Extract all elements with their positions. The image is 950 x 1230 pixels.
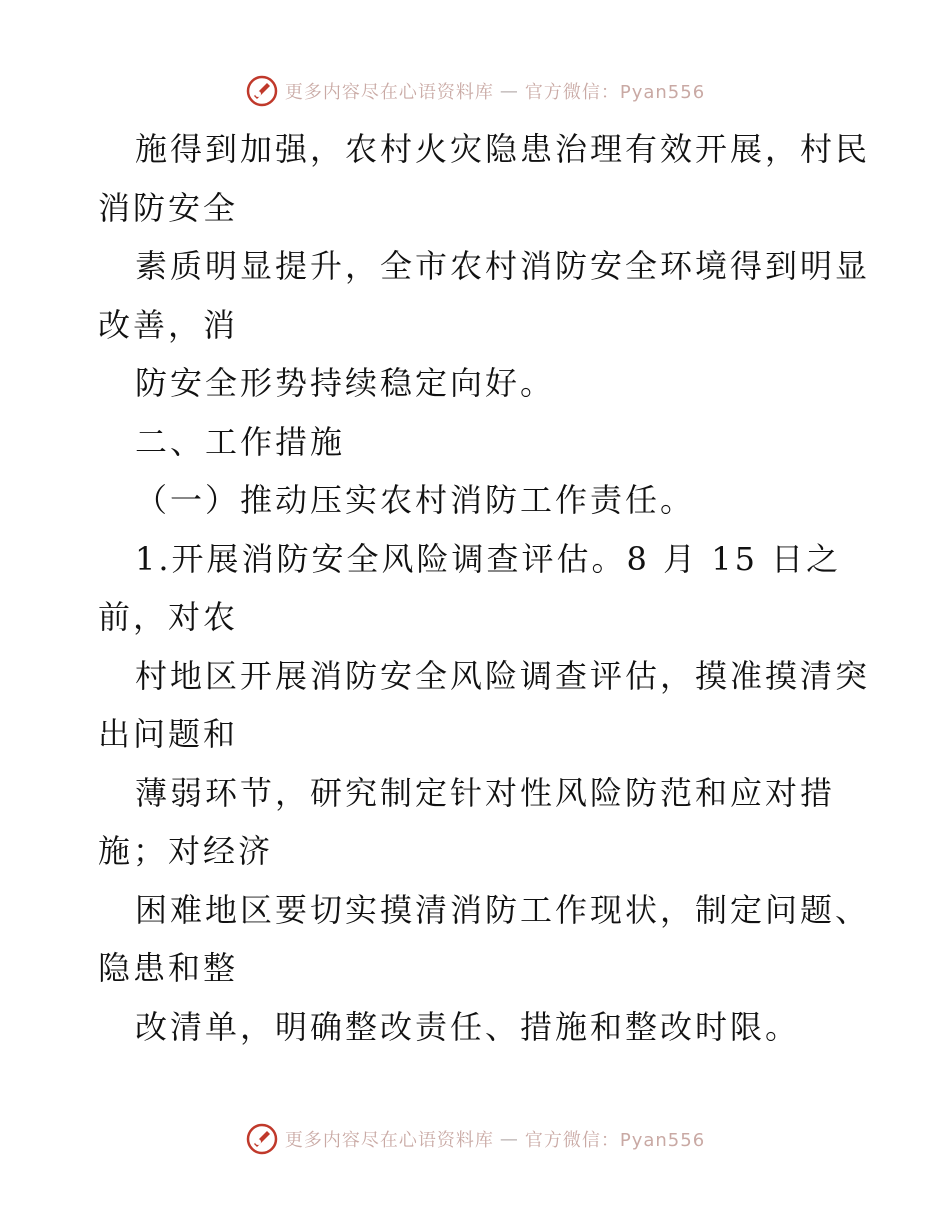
- header-watermark: [0, 74, 950, 108]
- watermark-text: 更多内容尽在心语资料库: [284, 1130, 494, 1151]
- logo-icon: [245, 1122, 279, 1156]
- subsection-heading: （一）推动压实农村消防工作责任。: [135, 481, 696, 519]
- watermark-dash: —: [499, 80, 519, 102]
- document-body: [98, 120, 871, 1056]
- text-line: 前，对农: [98, 598, 239, 636]
- text-line: 素质明显提升，全市农村消防安全环境得到明显: [135, 247, 871, 285]
- text-line: 施得到加强，农村火灾隐患治理有效开展，村民: [135, 130, 871, 168]
- text-line: 出问题和: [98, 715, 239, 753]
- text-line: 施；对经济: [98, 832, 274, 870]
- text-line: 薄弱环节，研究制定针对性风险防范和应对措: [135, 773, 836, 812]
- text-line: 改清单，明确整改责任、措施和整改时限。: [135, 1007, 801, 1046]
- text-line: 消防安全: [98, 188, 239, 227]
- logo-icon: [245, 74, 279, 108]
- text-line: 改善，消: [98, 305, 239, 344]
- watermark-contact: 官方微信：Pyan556: [524, 82, 706, 103]
- text-line: 1.开展消防安全风险调查评估。8 月 15 日之: [135, 539, 842, 578]
- section-heading: 二、工作措施: [135, 422, 346, 461]
- watermark-dash: —: [499, 1128, 519, 1150]
- watermark-contact: 官方微信：Pyan556: [524, 1130, 706, 1151]
- text-line: 防安全形势持续稳定向好。: [135, 364, 556, 402]
- text-line: 困难地区要切实摸清消防工作现状，制定问题、: [135, 890, 871, 929]
- footer-watermark: [0, 1122, 950, 1156]
- text-line: 村地区开展消防安全风险调查评估，摸准摸清突: [135, 656, 871, 695]
- watermark-text: 更多内容尽在心语资料库: [284, 82, 494, 103]
- text-line: 隐患和整: [98, 949, 239, 987]
